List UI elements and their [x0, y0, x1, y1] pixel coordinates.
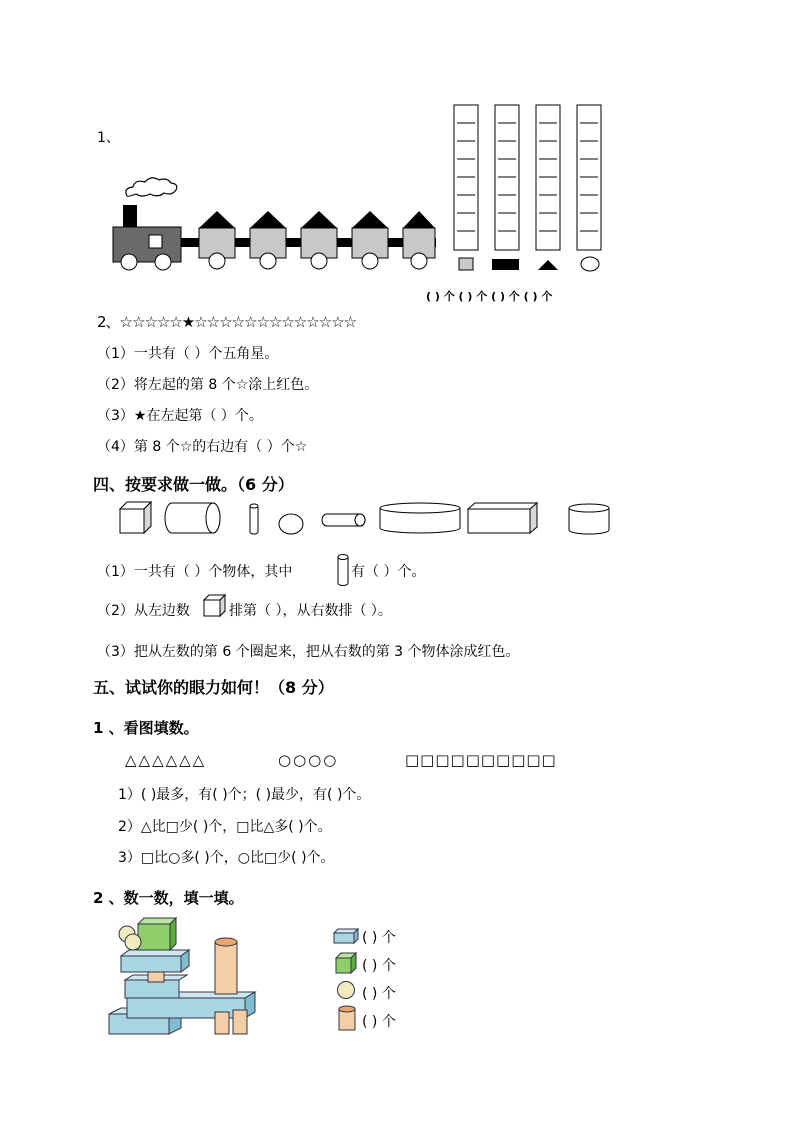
q2-item-1: （1）一共有（ ）个五角星。: [97, 346, 279, 362]
cylinder-icon: [338, 1005, 356, 1031]
circles-row: ○○○○: [278, 751, 339, 769]
train-illustration: [105, 168, 445, 273]
count-label-2: ( ) 个: [362, 958, 396, 974]
section5-line-3: 3）□比○多( )个，○比□少( )个。: [118, 850, 335, 866]
thin-cylinder-icon: [336, 552, 350, 588]
q2-item-2: （2）将左起的第 8 个☆涂上红色。: [97, 377, 319, 393]
section4-item1-a: （1）一共有（ ）个物体，其中: [97, 564, 293, 580]
section5-line-1: 1）( )最多，有( )个；( )最少，有( )个。: [118, 787, 371, 803]
q2-item-3: （3）★在左起第（ ）个。: [97, 408, 263, 424]
q1-number: 1、: [97, 130, 120, 146]
q2-item-4: （4）第 8 个☆的右边有（ ）个☆: [97, 439, 308, 455]
section5-sub1-title: 1 、看图填数。: [93, 719, 199, 737]
cuboid-icon: [333, 928, 359, 944]
square-columns-illustration: [453, 104, 603, 279]
solids-row-illustration: [118, 500, 613, 538]
section5-line-2: 2）△比□少( )个，□比△多( )个。: [118, 819, 332, 835]
block-stack-illustration: [105, 912, 260, 1040]
count-label-3: ( ) 个: [362, 986, 396, 1002]
section4-item2-a: （2）从左边数: [97, 603, 190, 619]
section4-item2-b: 排第（ ），从右数排（ ）。: [229, 603, 392, 619]
section5-sub2-title: 2 、数一数，填一填。: [93, 889, 244, 907]
q1-count-row: ( ) 个 ( ) 个 ( ) 个 ( ) 个: [426, 290, 553, 303]
triangles-row: △△△△△△: [125, 751, 207, 769]
green-cube-icon: [335, 952, 357, 974]
section4-item1-b: 有（ ）个。: [351, 564, 426, 580]
count-label-4: ( ) 个: [362, 1014, 396, 1030]
section4-title: 四、按要求做一做。（6 分）: [93, 475, 294, 494]
squares-row: □□□□□□□□□□: [405, 751, 557, 769]
q2-stars-line: 2、☆☆☆☆☆★☆☆☆☆☆☆☆☆☆☆☆☆☆: [97, 313, 357, 331]
section4-item3: （3）把从左数的第 6 个圈起来，把从右数的第 3 个物体涂成红色。: [97, 644, 520, 660]
cube-icon: [203, 594, 227, 618]
ball-icon: [336, 980, 356, 1000]
section5-title: 五、试试你的眼力如何！（8 分）: [93, 678, 334, 697]
count-label-1: ( ) 个: [362, 930, 396, 946]
